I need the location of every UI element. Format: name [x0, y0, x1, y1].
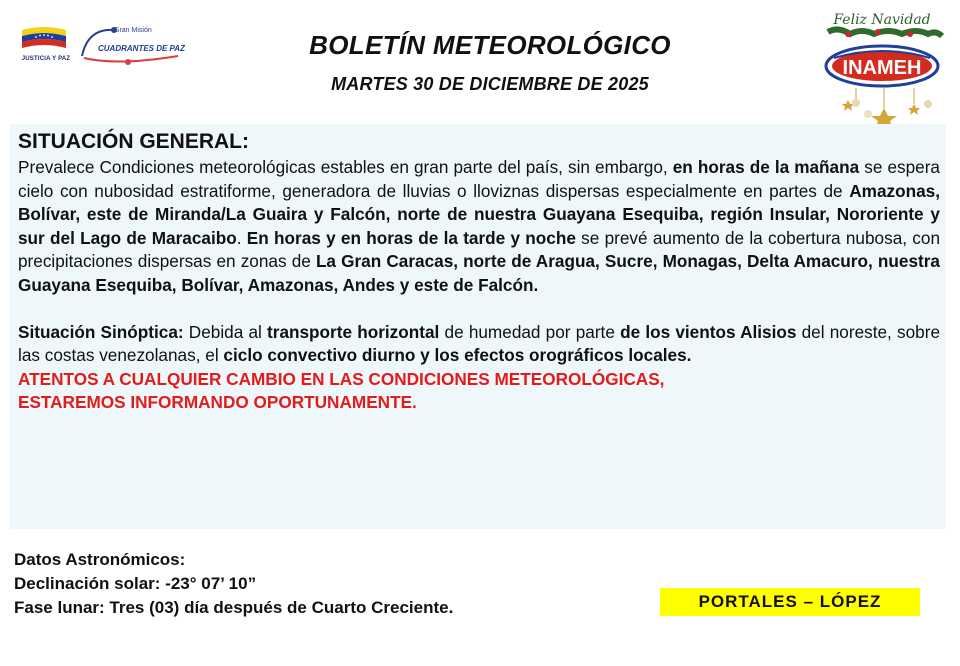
- p1-bold-1: en horas de la mañana: [672, 157, 860, 177]
- solar-declination: Declinación solar: -23° 07’ 10”: [14, 574, 257, 593]
- p1-text-3: .: [236, 227, 247, 248]
- p2-text-1: Debida al: [183, 321, 268, 342]
- p1-text-2: se espera cielo con nubosidad estratiforme, generadora de lluvias o lloviznas dispersas especialmente en partes de: [18, 157, 940, 201]
- situacion-general-paragraph: [18, 156, 940, 298]
- p2-text-3: del noreste, sobre las costas venezolanas, el: [18, 321, 941, 366]
- justicia-y-paz-caption: JUSTICIA Y PAZ: [21, 56, 71, 62]
- p2-bold-4: ciclo convectivo diurno y los efectos orográficos locales.: [223, 345, 692, 366]
- situacion-content: [18, 128, 940, 415]
- p2-bold-3: de los vientos Alisios: [620, 321, 797, 342]
- alert-line-1: ATENTOS A CUALQUIER CAMBIO EN LAS CONDICIONES METEOROLÓGICAS,: [18, 368, 665, 389]
- christmas-wreath-icon: [818, 4, 946, 132]
- header-logos: [18, 22, 188, 70]
- moon-phase: Fase lunar: Tres (03) día después de Cuarto Creciente.: [14, 598, 454, 617]
- situacion-general-heading: SITUACIÓN GENERAL:: [18, 130, 249, 153]
- p2-bold-2: transporte horizontal: [267, 321, 440, 342]
- p2-bold-1: Situación Sinóptica:: [18, 321, 184, 342]
- p1-bold-2: Amazonas, Bolívar, este de Miranda/La Guaira y Falcón, norte de nuestra Guayana Esequiba, región Insular, Nororiente y sur del Lago de Maracaibo: [18, 180, 940, 248]
- p2-text-2: de humedad por parte: [439, 321, 621, 342]
- authors-badge: PORTALES – LÓPEZ: [660, 588, 920, 616]
- feliz-navidad-text: Feliz Navidad: [833, 12, 931, 28]
- inameh-text: INAMEH: [842, 57, 922, 79]
- alert-line-2: ESTAREMOS INFORMANDO OPORTUNAMENTE.: [18, 392, 417, 413]
- inameh-logo: [818, 4, 946, 132]
- cuadrantes-de-paz-label: CUADRANTES DE PAZ: [98, 44, 185, 53]
- p1-bold-3: En horas y en horas de la tarde y noche: [246, 227, 576, 248]
- p1-text-1: Prevalece Condiciones meteorológicas estables en gran parte del país, sin embargo,: [18, 157, 673, 177]
- bulletin-date: MARTES 30 DE DICIEMBRE DE 2025: [331, 74, 649, 94]
- astro-heading: Datos Astronómicos:: [14, 550, 186, 569]
- gran-mision-label: Gran Misión: [114, 27, 152, 34]
- spacer: [18, 298, 940, 321]
- datos-astronomicos: [14, 548, 453, 620]
- bulletin-title: BOLETÍN METEOROLÓGICO: [309, 30, 671, 60]
- venezuela-flag-icon: [18, 22, 70, 70]
- p1-bold-4: La Gran Caracas, norte de Aragua, Sucre, Monagas, Delta Amacuro, nuestra Guayana Esequiba, Bolívar, Amazonas, Andes y este de Falcón.: [18, 251, 940, 295]
- p1-text-4: se prevé aumento de la cobertura nubosa, con precipitaciones dispersas en zonas de: [18, 227, 941, 272]
- situacion-general-panel: [10, 124, 946, 529]
- situacion-sinoptica-paragraph: [18, 321, 940, 368]
